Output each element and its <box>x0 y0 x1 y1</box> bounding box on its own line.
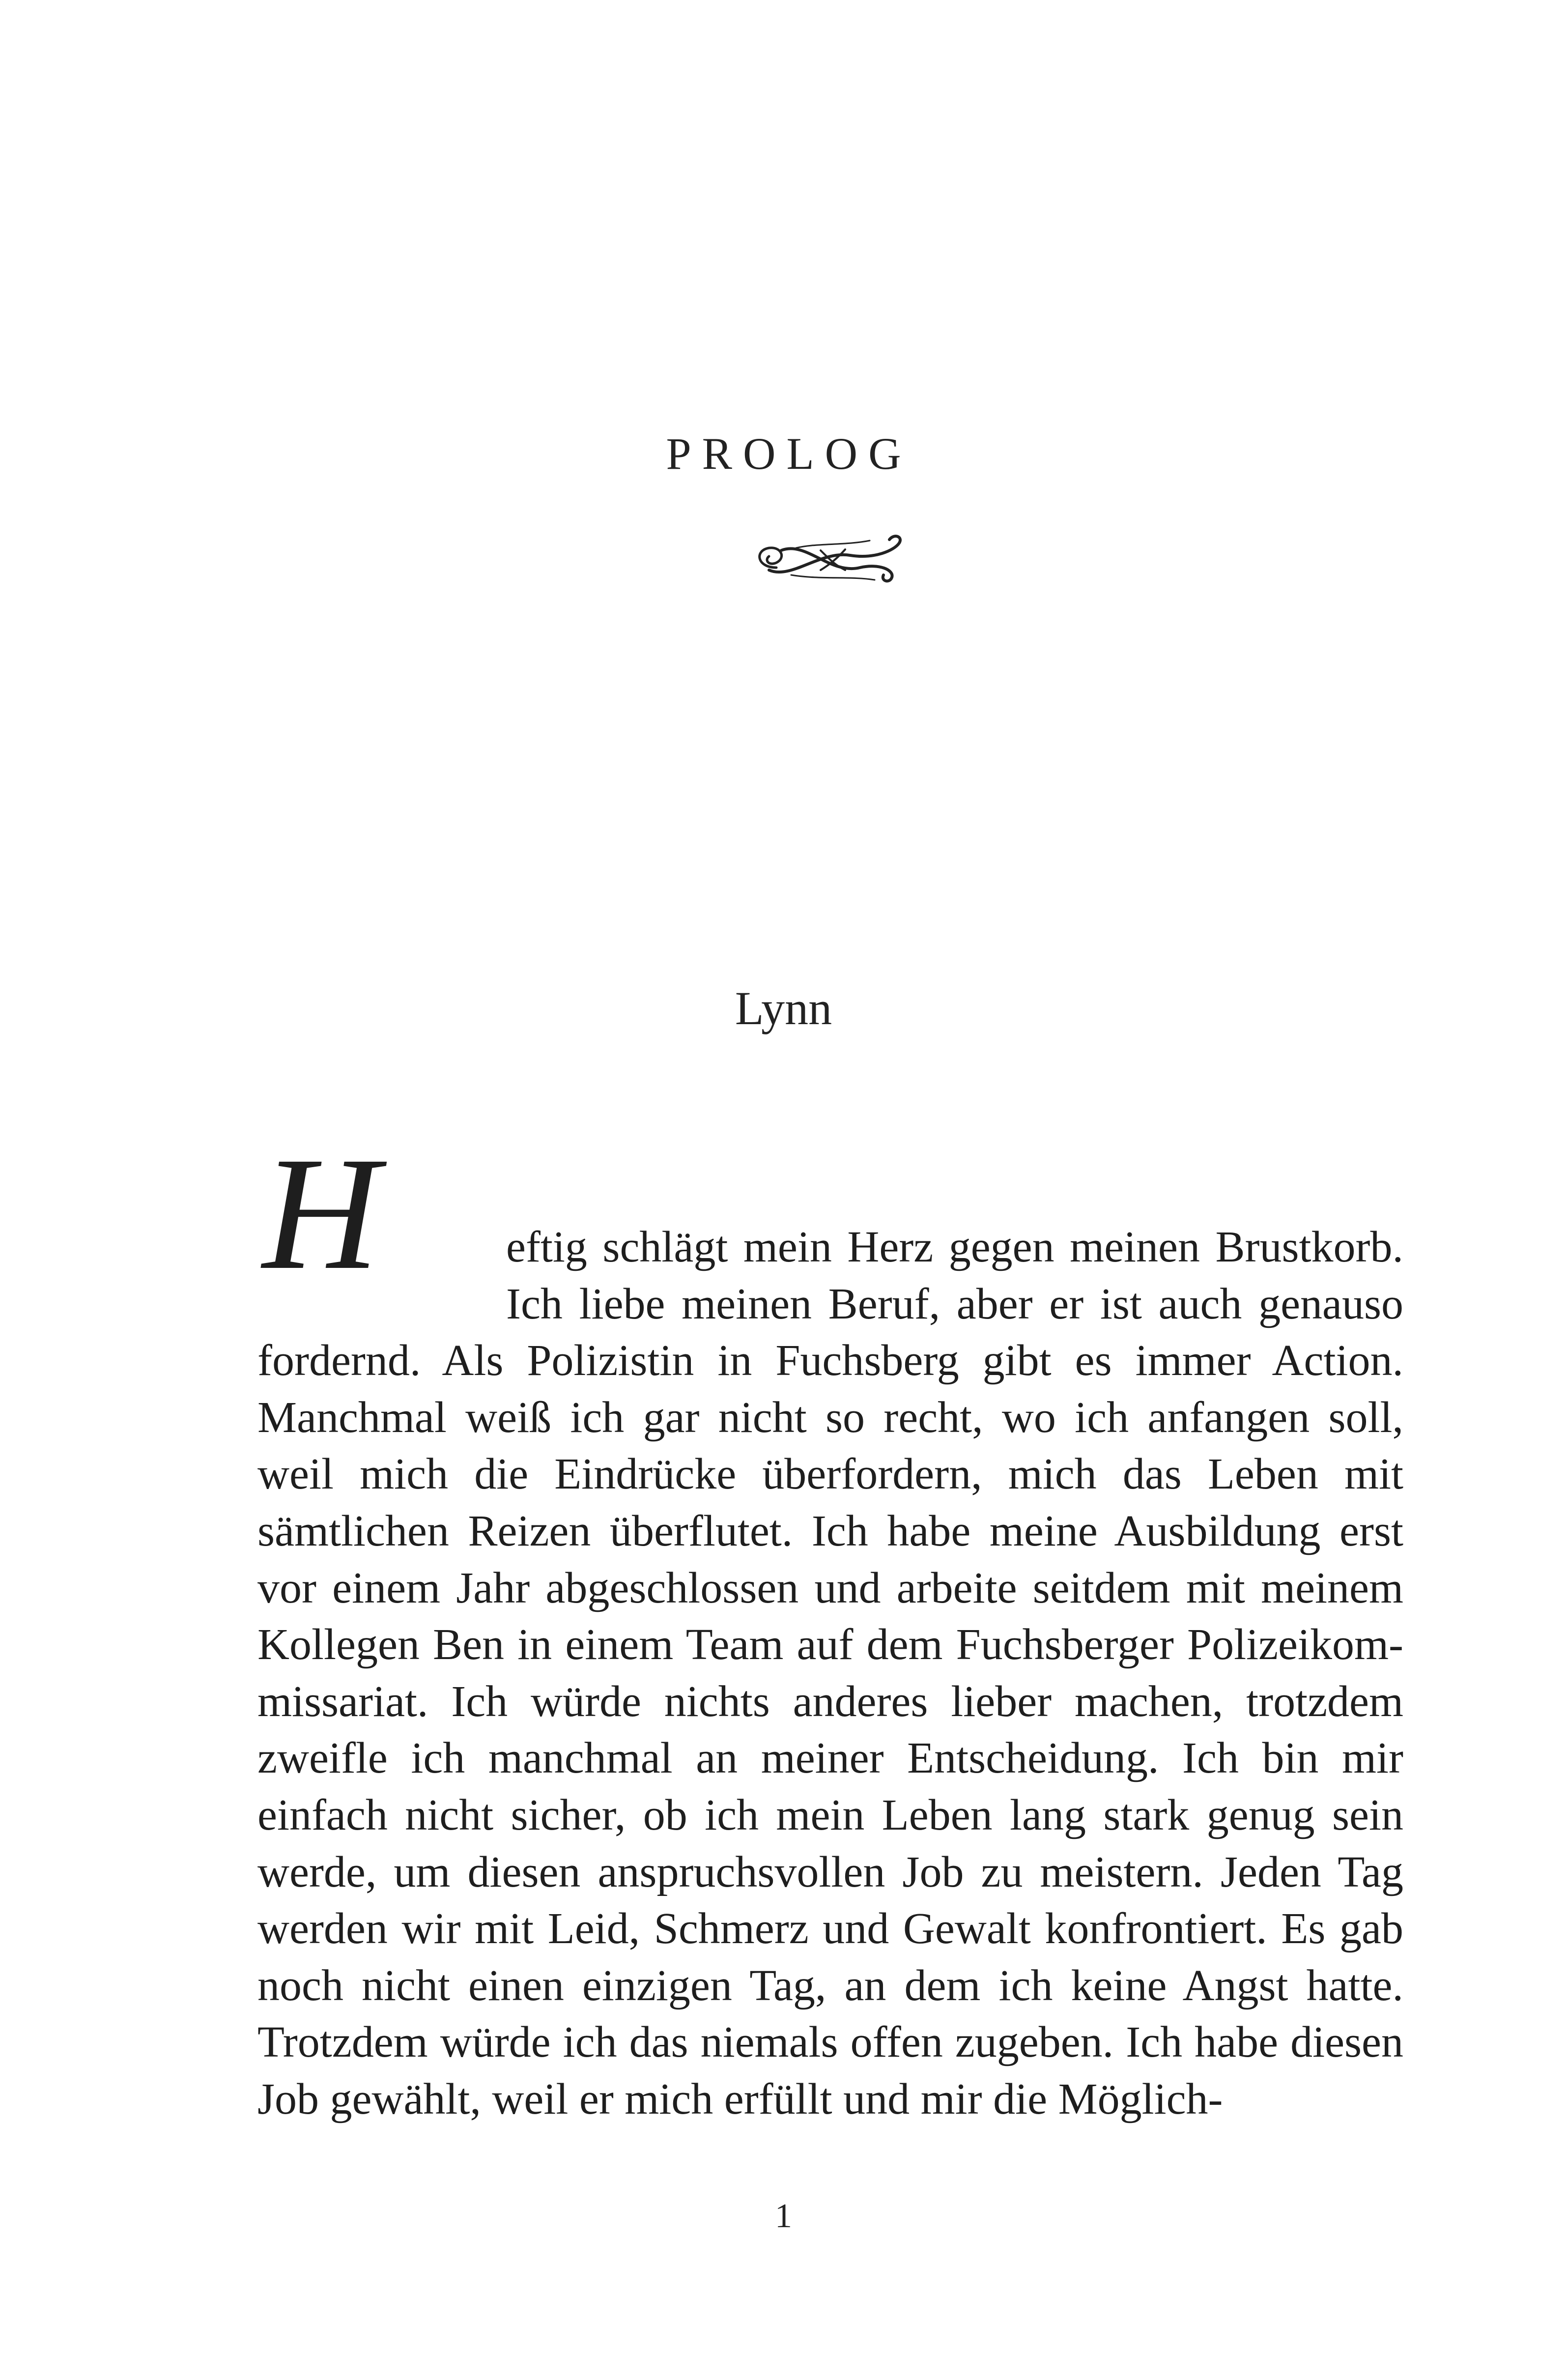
flourish-ornament-icon <box>747 521 914 600</box>
chapter-title: PROLOG <box>666 429 912 479</box>
chapter-body-text <box>257 1160 1403 2128</box>
drop-cap-letter: H <box>262 1160 380 1283</box>
page-number: 1 <box>775 2197 792 2235</box>
pov-character-name: Lynn <box>735 982 832 1034</box>
drop-cap-initial <box>257 1160 503 1283</box>
paragraph-text: eftig schlägt mein Herz gegen meinen Brustkorb. Ich liebe meinen Beruf, aber er ist auch genauso fordernd. Als Polizistin in Fuchsberg gibt es immer Action. Manchmal weiß ich gar nicht so recht, wo ich anfangen soll, weil mich die Eindrücke überfordern, mich das Leben mit sämtlichen Reizen überflutet. Ich habe meine Ausbildung erst vor einem Jahr abgeschlossen und arbeite seitdem mit meinem Kollegen Ben in einem Team auf dem Fuchsberger Polizeikommissariat. Ich würde nichts anderes lieber machen, trotzdem zweifle ich manchmal an meiner Entscheidung. Ich bin mir einfach nicht sicher, ob ich mein Leben lang stark genug sein werde, um diesen anspruchsvollen Job zu meistern. Jeden Tag werden wir mit Leid, Schmerz und Gewalt konfrontiert. Es gab noch nicht einen einzigen Tag, an dem ich keine Angst hatte. Trotzdem würde ich das niemals offen zugeben. Ich habe diesen Job gewählt, weil er mich erfüllt und mir die Möglich- <box>257 1223 1403 2123</box>
